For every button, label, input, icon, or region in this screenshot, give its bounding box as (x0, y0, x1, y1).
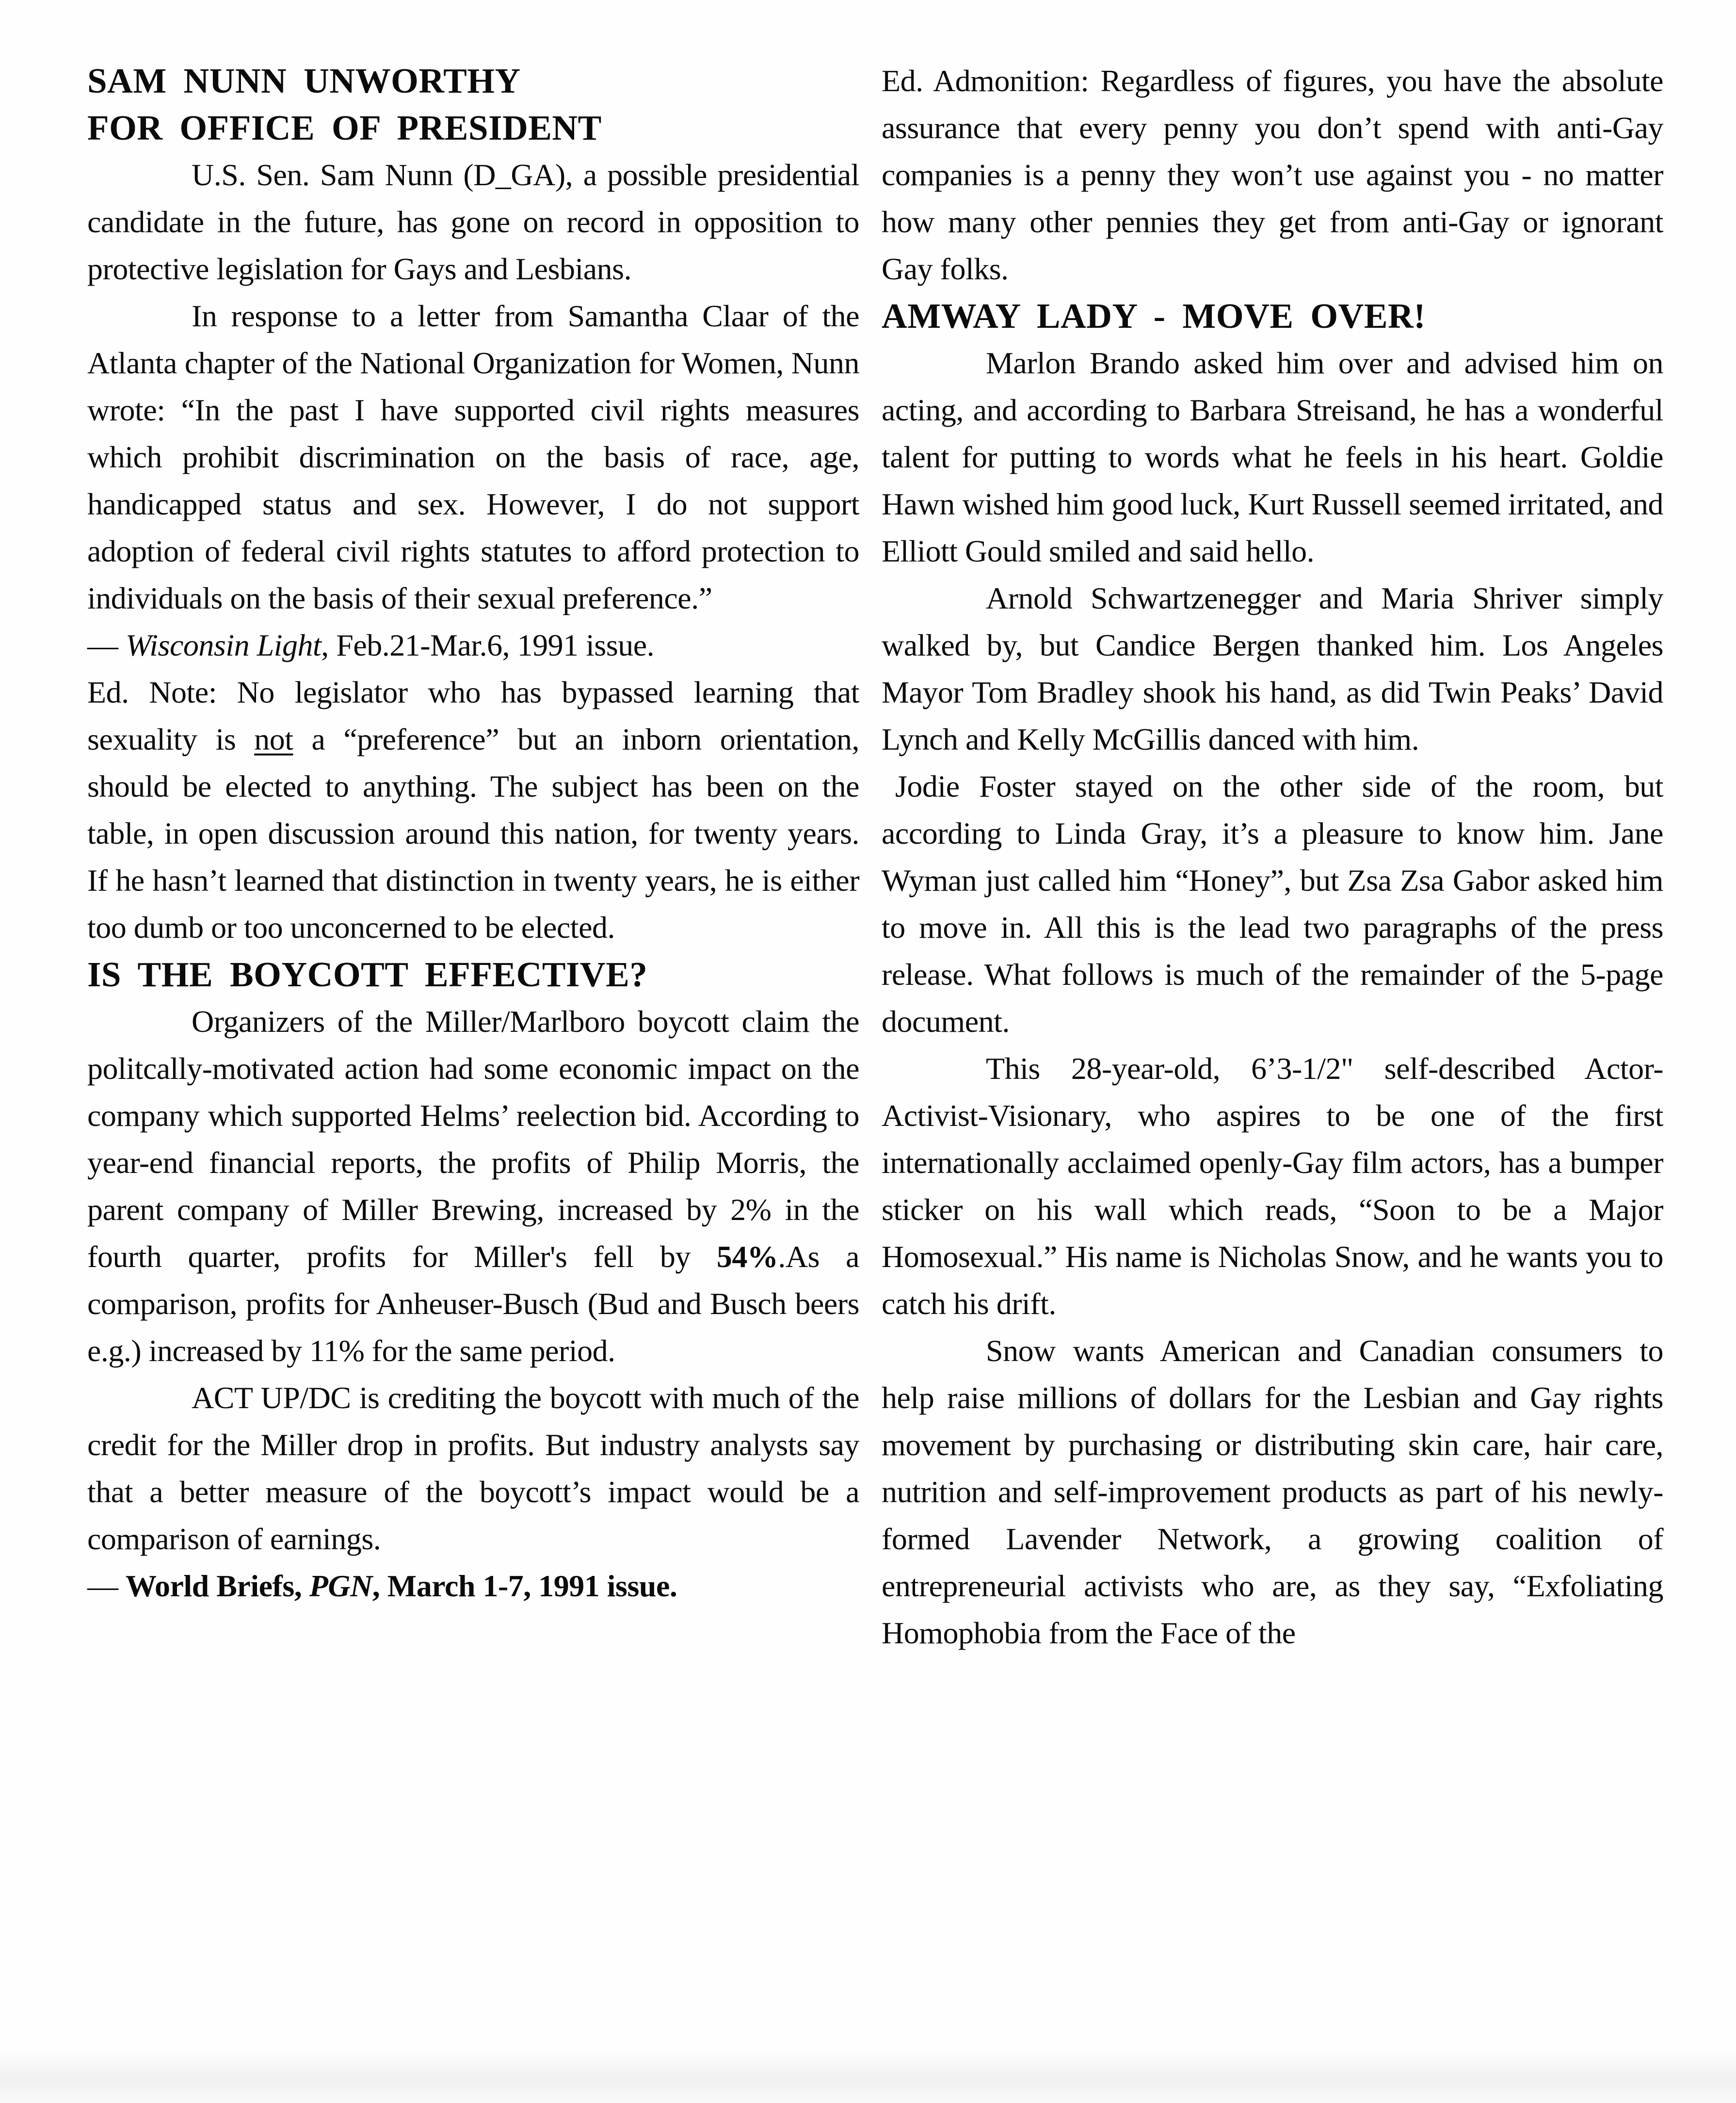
text-run: In response to a letter from Samantha Claar of the Atlanta chapter of the National Organization for Women, Nunn wrote: “In the past I have supported civil rights measures which prohibit discrimination on the basis of race, age, handicapped status and sex. However, I do not support adoption of federal civil rights statutes to afford protection to individuals on the basis of their sexual preference.” (87, 299, 859, 615)
section-heading-line: AMWAY LADY - MOVE OVER! (882, 296, 1426, 336)
scan-artifact-band (0, 2050, 1736, 2103)
text-run: .As a comparison, profits for Anheuser-Busch (Bud and Busch beers e.g.) increased by 11% for the same period. (87, 1239, 859, 1368)
text-run: Arnold Schwartzenegger and Maria Shriver simply walked by, but Candice Bergen thanked him. Los Angeles Mayor Tom Bradley shook his hand, as did Twin Peaks’ David Lynch and Kelly McGillis danced with him. (882, 581, 1663, 756)
column-right (882, 57, 1663, 1656)
text-run: Organizers of the Miller/Marlboro boycott claim the politcally-motivated action had some economic impact on the company which supported Helms’ reelection bid. According to year-end financial reports, the profits of Philip Morris, the parent company of Miller Brewing, increased by 2% in the fourth quarter, profits for Miller's fell by (87, 1004, 859, 1274)
body-paragraph (882, 763, 1663, 1045)
body-paragraph (882, 1045, 1663, 1327)
text-run: ACT UP/DC is crediting the boycott with much of the credit for the Miller drop in profits. But industry analysts say that a better measure of the boycott’s impact would be a comparison of earnings. (87, 1381, 859, 1556)
text-run: a “preference” but an inborn orientation, should be elected to anything. The subject has been on the table, in open discussion around this nation, for twenty years. If he hasn’t learned that distinction in twenty years, he is either too dumb or too unconcerned to be elected. (87, 722, 859, 945)
text-run: World Briefs, (126, 1569, 309, 1603)
body-paragraph (882, 57, 1663, 292)
section-heading (87, 57, 859, 151)
body-paragraph (882, 339, 1663, 575)
text-run: Marlon Brando asked him over and advised him on acting, and according to Barbara Streisand, he has a wonderful talent for putting to words what he feels in his heart. Goldie Hawn wished him good luck, Kurt Russell seemed irritated, and Elliott Gould smiled and said hello. (882, 346, 1663, 568)
text-run: Ed. Note: No legislator who has bypassed learning that sexuality is (87, 675, 859, 756)
text-run: Ed. Admonition: Regardless of figures, you have the absolute assurance that every penny you don’t spend with anti-Gay companies is a penny they won’t use against you - no matter how many other pennies they get from anti-Gay or ignorant Gay folks. (882, 64, 1663, 286)
text-run: — (87, 1569, 126, 1603)
text-run: , Feb.21-Mar.6, 1991 issue. (321, 628, 655, 662)
body-paragraph (882, 575, 1663, 763)
section-heading-line: FOR OFFICE OF PRESIDENT (87, 108, 602, 147)
body-paragraph (882, 1327, 1663, 1656)
section-heading (87, 951, 859, 998)
section-heading-line: IS THE BOYCOTT EFFECTIVE? (87, 955, 648, 994)
text-run: not (254, 722, 293, 756)
text-run: PGN (309, 1569, 372, 1603)
body-paragraph (87, 998, 859, 1374)
body-paragraph (87, 292, 859, 622)
body-paragraph (87, 669, 859, 951)
text-run: Snow wants American and Canadian consumers to help raise millions of dollars for the Lesbian and Gay rights movement by purchasing or distributing skin care, hair care, nutrition and self-improvement products as part of his newly-formed Lavender Network, a growing coalition of entrepreneurial activists who are, as they say, “Exfoliating Homophobia from the Face of the (882, 1333, 1663, 1650)
section-heading (882, 292, 1663, 339)
column-left (87, 57, 859, 1609)
text-run: This 28-year-old, 6’3-1/2" self-described Actor-Activist-Visionary, who aspires to be one of the first internationally acclaimed openly-Gay film actors, has a bumper sticker on his wall which reads, “Soon to be a Major Homosexual.” His name is Nicholas Snow, and he wants you to catch his drift. (882, 1051, 1663, 1321)
text-run: U.S. Sen. Sam Nunn (D_GA), a possible presidential candidate in the future, has gone on record in opposition to protective legislation for Gays and Lesbians. (87, 158, 859, 286)
text-run: , March 1-7, 1991 issue. (372, 1569, 677, 1603)
section-heading-line: SAM NUNN UNWORTHY (87, 61, 521, 100)
attribution-line (87, 1562, 859, 1609)
body-paragraph (87, 151, 859, 292)
body-paragraph (87, 1374, 859, 1562)
text-run: 54% (716, 1239, 778, 1274)
attribution-line (87, 622, 859, 669)
text-run: — (87, 628, 126, 662)
text-run: Wisconsin Light (126, 628, 321, 662)
text-run: Jodie Foster stayed on the other side of the room, but according to Linda Gray, it’s a pleasure to know him. Jane Wyman just called him “Honey”, but Zsa Zsa Gabor asked him to move in. All this is the lead two paragraphs of the press release. What follows is much of the remainder of the 5-page document. (882, 769, 1663, 1039)
